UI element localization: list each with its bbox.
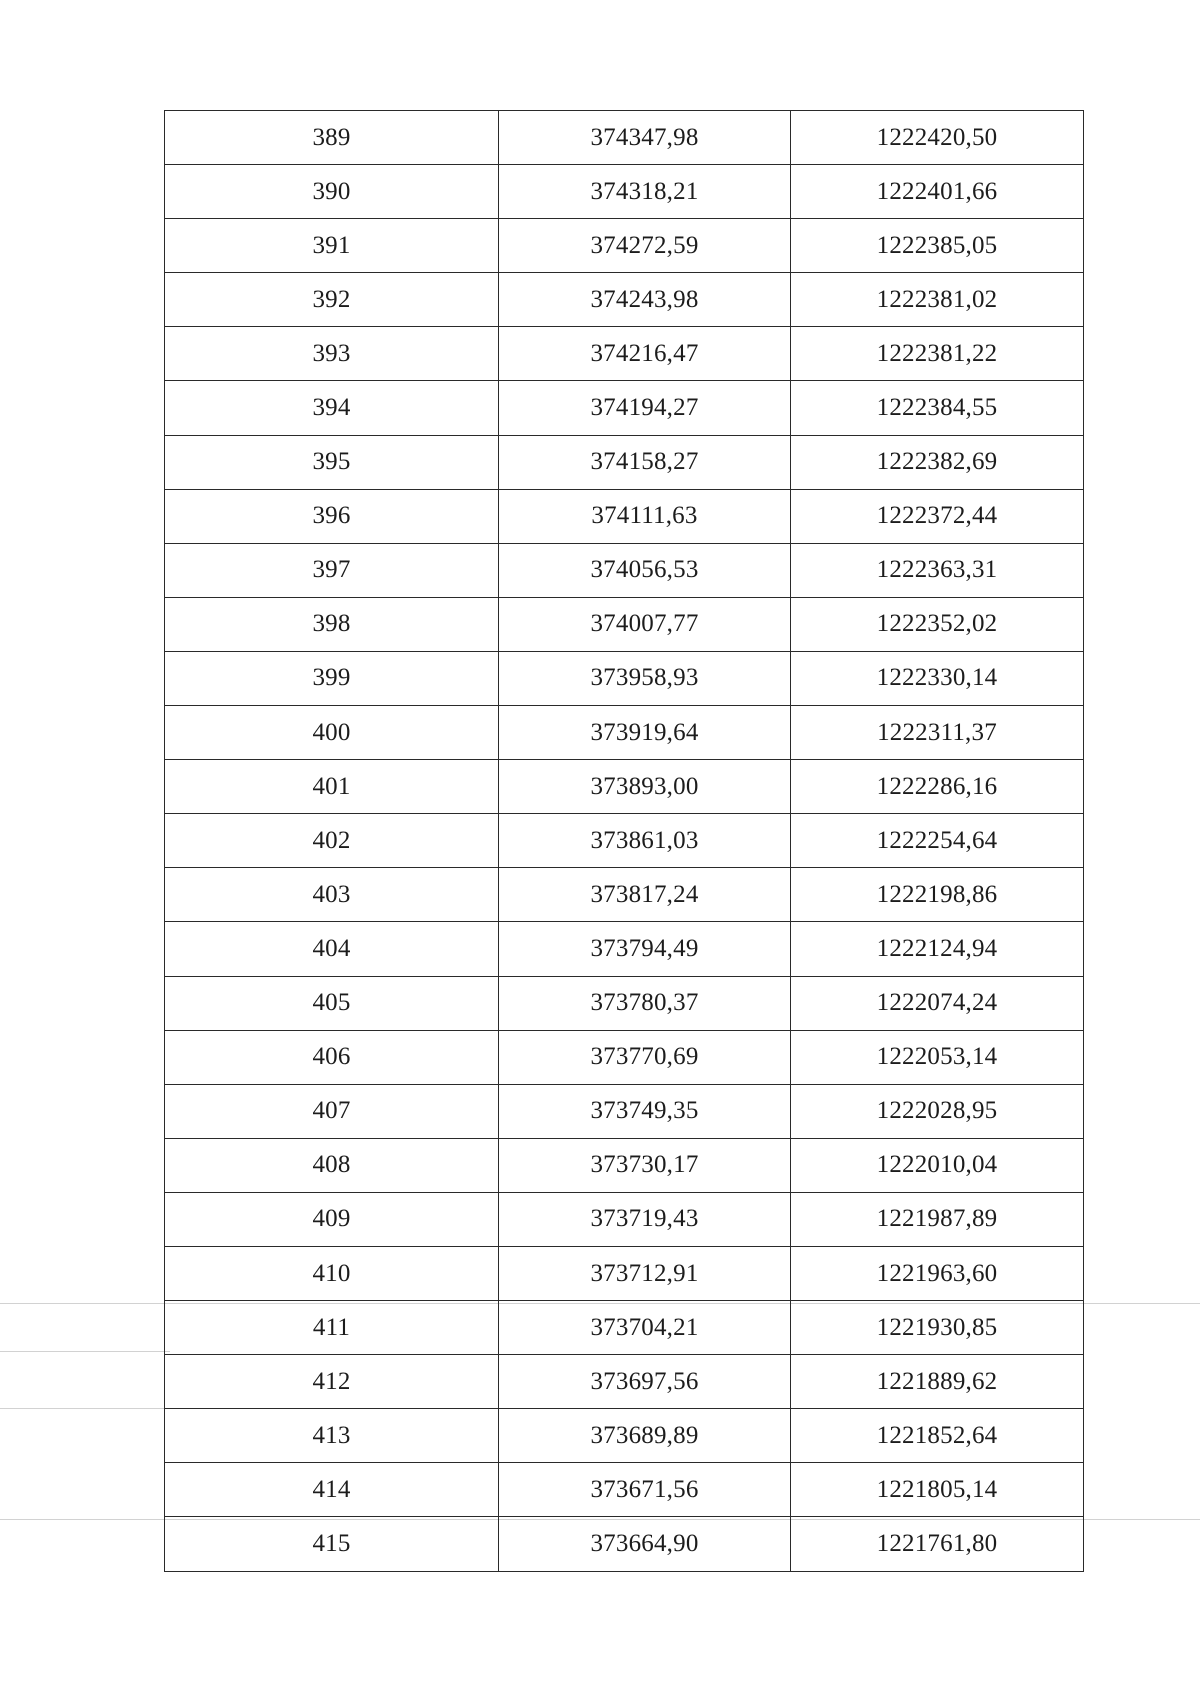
y-coordinate-cell: 1222381,22 — [791, 327, 1084, 381]
table-row — [165, 706, 1084, 760]
table-row — [165, 111, 1084, 165]
table-row — [165, 1517, 1084, 1571]
point-number-cell: 414 — [165, 1463, 499, 1517]
table-row — [165, 1192, 1084, 1246]
x-coordinate-cell: 373919,64 — [499, 706, 791, 760]
table-row — [165, 219, 1084, 273]
point-number-cell: 401 — [165, 760, 499, 814]
table-row — [165, 1409, 1084, 1463]
point-number-cell: 412 — [165, 1355, 499, 1409]
point-number-cell: 407 — [165, 1084, 499, 1138]
x-coordinate-cell: 373770,69 — [499, 1030, 791, 1084]
x-coordinate-cell: 373704,21 — [499, 1301, 791, 1355]
y-coordinate-cell: 1222010,04 — [791, 1138, 1084, 1192]
x-coordinate-cell: 374194,27 — [499, 381, 791, 435]
table-row — [165, 1301, 1084, 1355]
point-number-cell: 395 — [165, 435, 499, 489]
coordinates-table — [164, 110, 1084, 1572]
x-coordinate-cell: 374056,53 — [499, 543, 791, 597]
y-coordinate-cell: 1222384,55 — [791, 381, 1084, 435]
point-number-cell: 396 — [165, 489, 499, 543]
x-coordinate-cell: 374007,77 — [499, 597, 791, 651]
y-coordinate-cell: 1221963,60 — [791, 1246, 1084, 1300]
scan-artifact-line — [0, 1408, 170, 1409]
point-number-cell: 413 — [165, 1409, 499, 1463]
x-coordinate-cell: 374111,63 — [499, 489, 791, 543]
coordinates-table-body — [165, 111, 1084, 1572]
x-coordinate-cell: 373958,93 — [499, 651, 791, 705]
point-number-cell: 390 — [165, 165, 499, 219]
x-coordinate-cell: 373861,03 — [499, 814, 791, 868]
table-row — [165, 1355, 1084, 1409]
y-coordinate-cell: 1222074,24 — [791, 976, 1084, 1030]
table-row — [165, 597, 1084, 651]
x-coordinate-cell: 373697,56 — [499, 1355, 791, 1409]
x-coordinate-cell: 374318,21 — [499, 165, 791, 219]
x-coordinate-cell: 373712,91 — [499, 1246, 791, 1300]
point-number-cell: 399 — [165, 651, 499, 705]
x-coordinate-cell: 373780,37 — [499, 976, 791, 1030]
y-coordinate-cell: 1222311,37 — [791, 706, 1084, 760]
table-row — [165, 922, 1084, 976]
point-number-cell: 404 — [165, 922, 499, 976]
x-coordinate-cell: 373893,00 — [499, 760, 791, 814]
table-row — [165, 1246, 1084, 1300]
x-coordinate-cell: 373730,17 — [499, 1138, 791, 1192]
x-coordinate-cell: 373749,35 — [499, 1084, 791, 1138]
y-coordinate-cell: 1221889,62 — [791, 1355, 1084, 1409]
y-coordinate-cell: 1222254,64 — [791, 814, 1084, 868]
y-coordinate-cell: 1221987,89 — [791, 1192, 1084, 1246]
y-coordinate-cell: 1221761,80 — [791, 1517, 1084, 1571]
point-number-cell: 394 — [165, 381, 499, 435]
y-coordinate-cell: 1222363,31 — [791, 543, 1084, 597]
point-number-cell: 405 — [165, 976, 499, 1030]
table-row — [165, 651, 1084, 705]
x-coordinate-cell: 373671,56 — [499, 1463, 791, 1517]
point-number-cell: 400 — [165, 706, 499, 760]
x-coordinate-cell: 373689,89 — [499, 1409, 791, 1463]
y-coordinate-cell: 1222372,44 — [791, 489, 1084, 543]
table-row — [165, 327, 1084, 381]
y-coordinate-cell: 1222385,05 — [791, 219, 1084, 273]
point-number-cell: 406 — [165, 1030, 499, 1084]
table-row — [165, 760, 1084, 814]
y-coordinate-cell: 1222401,66 — [791, 165, 1084, 219]
y-coordinate-cell: 1221805,14 — [791, 1463, 1084, 1517]
x-coordinate-cell: 374216,47 — [499, 327, 791, 381]
x-coordinate-cell: 374243,98 — [499, 273, 791, 327]
y-coordinate-cell: 1222198,86 — [791, 868, 1084, 922]
point-number-cell: 389 — [165, 111, 499, 165]
y-coordinate-cell: 1221852,64 — [791, 1409, 1084, 1463]
y-coordinate-cell: 1222382,69 — [791, 435, 1084, 489]
x-coordinate-cell: 374158,27 — [499, 435, 791, 489]
point-number-cell: 398 — [165, 597, 499, 651]
table-row — [165, 273, 1084, 327]
point-number-cell: 408 — [165, 1138, 499, 1192]
y-coordinate-cell: 1222352,02 — [791, 597, 1084, 651]
table-row — [165, 435, 1084, 489]
x-coordinate-cell: 374347,98 — [499, 111, 791, 165]
x-coordinate-cell: 373719,43 — [499, 1192, 791, 1246]
table-row — [165, 543, 1084, 597]
table-row — [165, 814, 1084, 868]
point-number-cell: 403 — [165, 868, 499, 922]
point-number-cell: 409 — [165, 1192, 499, 1246]
table-row — [165, 868, 1084, 922]
y-coordinate-cell: 1222381,02 — [791, 273, 1084, 327]
point-number-cell: 391 — [165, 219, 499, 273]
point-number-cell: 393 — [165, 327, 499, 381]
x-coordinate-cell: 373664,90 — [499, 1517, 791, 1571]
y-coordinate-cell: 1222330,14 — [791, 651, 1084, 705]
point-number-cell: 410 — [165, 1246, 499, 1300]
table-row — [165, 1138, 1084, 1192]
table-row — [165, 976, 1084, 1030]
point-number-cell: 397 — [165, 543, 499, 597]
table-row — [165, 1030, 1084, 1084]
table-row — [165, 381, 1084, 435]
table-row — [165, 1463, 1084, 1517]
y-coordinate-cell: 1222028,95 — [791, 1084, 1084, 1138]
y-coordinate-cell: 1222286,16 — [791, 760, 1084, 814]
table-row — [165, 489, 1084, 543]
point-number-cell: 392 — [165, 273, 499, 327]
y-coordinate-cell: 1222420,50 — [791, 111, 1084, 165]
table-row — [165, 1084, 1084, 1138]
x-coordinate-cell: 373794,49 — [499, 922, 791, 976]
y-coordinate-cell: 1221930,85 — [791, 1301, 1084, 1355]
scan-artifact-line — [0, 1351, 170, 1352]
x-coordinate-cell: 374272,59 — [499, 219, 791, 273]
y-coordinate-cell: 1222053,14 — [791, 1030, 1084, 1084]
point-number-cell: 402 — [165, 814, 499, 868]
point-number-cell: 411 — [165, 1301, 499, 1355]
table-row — [165, 165, 1084, 219]
x-coordinate-cell: 373817,24 — [499, 868, 791, 922]
point-number-cell: 415 — [165, 1517, 499, 1571]
y-coordinate-cell: 1222124,94 — [791, 922, 1084, 976]
